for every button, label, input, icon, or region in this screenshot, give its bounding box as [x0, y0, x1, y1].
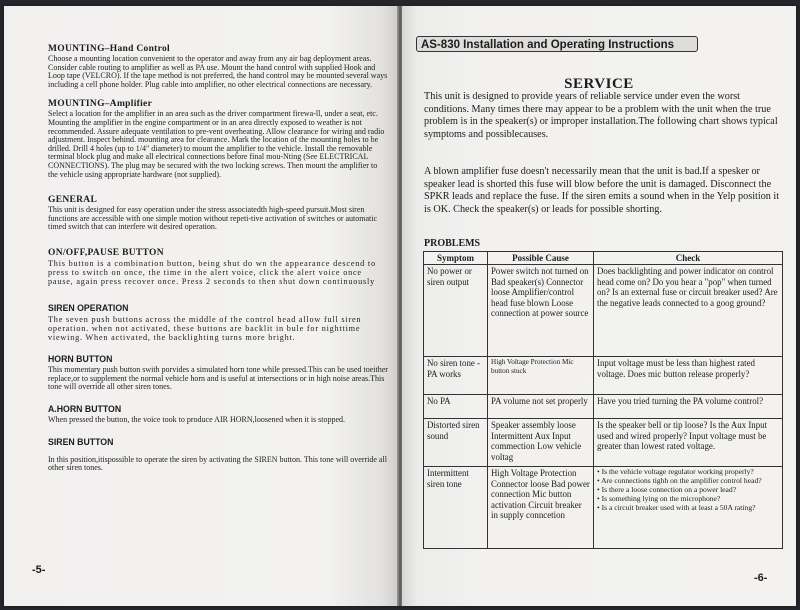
table-row	[424, 419, 783, 467]
section-heading: MOUNTING–Hand Control	[48, 44, 170, 54]
section-text: The seven push buttons across the middle of the control head allow full siren operation. when not activated, these buttons are backlit in bule for nighttime viewing. When activated, the backlighting turns more bright.	[48, 314, 362, 342]
check-item: • Is something lying on the microphone?	[597, 493, 721, 503]
cause-cell: Speaker assembly loose Intermittent Aux Input commection Low vehicle voltag	[488, 419, 594, 467]
problems-table	[423, 251, 783, 549]
column-header: Symptom	[424, 252, 488, 265]
check-item: • Is there a loose connection on a power lead?	[597, 485, 737, 494]
check-cell: Does backlighting and power indicator on control head come on? Do you hear a "pop" when turned on? Is an external fuse or circuit breaker used? Are the negative leads connected to a goog ground?	[594, 265, 783, 357]
manual-header: AS-830 Installation and Operating Instructions	[416, 36, 698, 52]
left-page	[4, 6, 398, 606]
section-text: When pressed the button, the voice took to produce AIR HORN,loosened when it is stopped.	[48, 414, 346, 424]
section-text: This button is a combination button, being shut do wn the appearance descend to press to switch on once, the time in the alert voice, click the alert voice once pause, again press recover once. Press 2 seconds to then shut down continuously	[48, 258, 376, 287]
section-heading: MOUNTING–Amplifier	[48, 99, 153, 110]
section-text: This unit is designed for easy operation under the stress associatedth high-speed pursuit.Most siren functions are accessible with one simple motion without repeti-tive activation of switches or automatic timed switch that can interfere wit desired operation.	[48, 205, 378, 232]
section-a-horn-button	[42, 404, 388, 425]
section-heading: SIREN OPERATION	[48, 302, 129, 314]
check-cell: Input voltage must be less than highest rated voltage. Does mic button release properly?	[594, 357, 783, 395]
table-row	[424, 467, 783, 549]
section-text: This momentary push button swith porvides a simulated horn tone while pressed.This can be used toeither replace,or to supplement the normal vehicle horn and is useful at intersections or in high noise areas.This tone will override all other siren tones.	[48, 365, 388, 392]
section-heading: A.HORN BUTTON	[48, 403, 122, 415]
check-item-text: Is something lying on the microphone?	[601, 493, 721, 503]
cause-cell: Power switch not turned on Bad speaker(s) Connector loose Amplifier/control head fuse blown Loose connection at power source	[488, 265, 594, 357]
check-cell	[594, 467, 783, 549]
problems-heading: PROBLEMS	[424, 238, 481, 249]
section-heading: GENERAL	[48, 195, 98, 206]
cause-cell: PA volume not set properly	[488, 395, 594, 419]
symptom-cell: No power or siren output	[424, 265, 488, 357]
section-text: Select a location for the amplifier in an area such as the driver compartment firewa-ll, under a seat, etc. Mounting the amplifier in the engine compartment or in an area directly exposed to weather is not recommended. Assure adequate ventilation to pre-vent overheating. Allow clearance for wiring and radio adjustment. Inspect behind. mounting area for clearance. Mark the location of the mounting holes to be drilled. Drill 4 holes (up to 1/4" diameter) to mount the amplifier to the vehicle. Install the removable terminal block plug and make all electrical connections before final mou-Nting (See ELECTRICAL CONNECTIONS). The plug may be secured with the two locking screws. Then mount the amplifier to the vehicle using appropriate hardware (not supplied).	[48, 109, 385, 179]
check-item-text: Are connections tighh on the amplifier control head?	[601, 476, 762, 486]
page-title: SERVICE	[564, 76, 634, 92]
table-header-row	[424, 252, 783, 265]
symptom-cell: Intermittent siren tone	[424, 467, 488, 549]
section-siren-operation	[42, 303, 388, 343]
cause-cell: High Voltage Protection Connector loose Bad power connection Mic button activation Circuit breaker in supply conncetion	[488, 467, 594, 549]
check-item: • Is the vehicle voltage regulator working properly?	[597, 467, 754, 477]
table-row	[424, 357, 783, 395]
page-number: -6-	[754, 572, 768, 584]
check-item: • Is a circuit breaker used with at least a 50A rating?	[597, 502, 756, 512]
section-heading: HORN BUTTON	[48, 354, 113, 366]
table-row	[424, 395, 783, 419]
section-heading: ON/OFF,PAUSE BUTTON	[48, 247, 164, 258]
section-text: Choose a mounting location convenient to the operator and away from any air bag deployment areas. Consider cable routing to amplifier as well as PA use. Mount the hand control with supplied Hook and Loop tape (VELCRO). If the tape method is not preferred, the hand control may be mounted several ways including a cell phone holder. Plug cable into amplifier, no other electrical connections are necessary.	[48, 54, 388, 89]
column-header: Possible Cause	[488, 252, 594, 265]
right-page	[402, 6, 796, 606]
section-on-off-pause	[42, 248, 388, 287]
table-row	[424, 265, 783, 357]
symptom-cell: No PA	[424, 395, 488, 419]
column-header: Check	[594, 252, 783, 265]
left-column	[42, 44, 388, 482]
check-item-text: Is a circuit breaker used with at least a 50A rating?	[601, 502, 756, 512]
section-text: In this position,itispossible to operate the siren by activating the SIREN button. This tone will override all other siren tones.	[48, 454, 387, 473]
check-cell: Is the speaker bell or tip loose? Is the Aux Input used and wired properly? Input voltage must be greater than lowest rated voltage.	[594, 419, 783, 467]
check-item: • Are connections tighh on the amplifier control head?	[597, 476, 762, 486]
section-mounting-hand-control	[42, 44, 388, 89]
service-intro: This unit is designed to provide years of reliable service under even the worst conditions. Many times there may appear to be a problem with the unit when the true problem is in the speaker(s) or improper installation.The following chart shows typical symptoms and possiblecauses.	[424, 91, 778, 140]
check-item-text: Is the vehicle voltage regulator working properly?	[601, 467, 754, 477]
symptom-cell: Distorted siren sound	[424, 419, 488, 467]
section-mounting-amplifier	[42, 99, 388, 179]
check-cell: Have you tried turning the PA volume control?	[594, 395, 783, 419]
cause-cell: High Voltage Protection Mic button stuck	[488, 357, 594, 395]
check-item-text: Is there a loose connection on a power lead?	[601, 485, 737, 494]
symptom-cell: No siren tone -PA works	[424, 357, 488, 395]
page-number: -5-	[32, 564, 46, 576]
section-heading: SIREN BUTTON	[48, 436, 114, 448]
fuse-note: A blown amplifier fuse doesn't necessarily mean that the unit is bad.If a spesker or speaker lead is shorted this fuse will blow before the unit is damaged. Disconnect the SPKR leads and replace the fuse. If the siren emits a sound when in the Yelp position it is OK. Check the speaker(s) or leads for possible shorting.	[424, 166, 780, 215]
section-horn-button	[42, 354, 388, 392]
section-general	[42, 195, 388, 232]
section-siren-button	[42, 437, 388, 473]
